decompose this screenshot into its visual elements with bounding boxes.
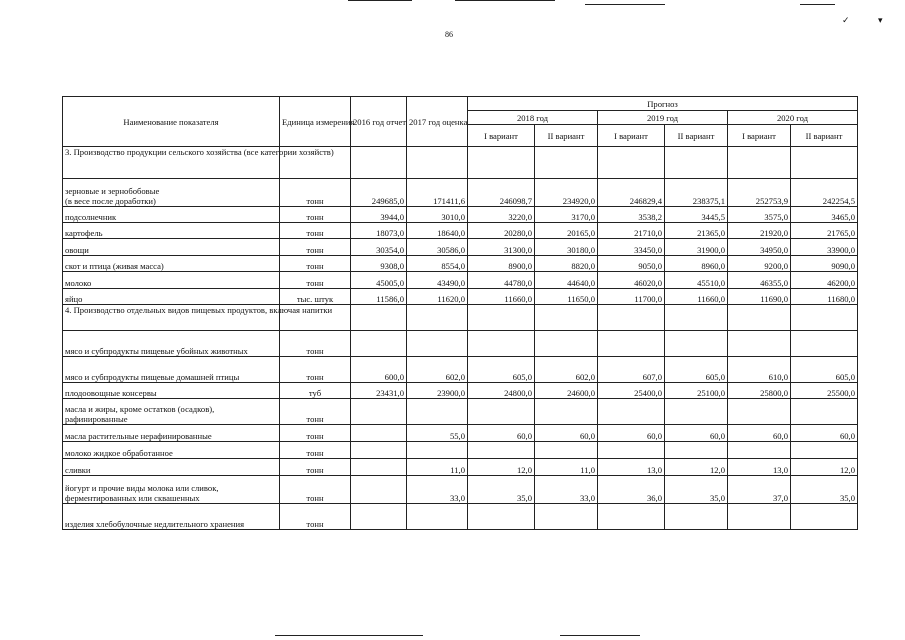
row-value-cell: 3538,2 [598,207,665,223]
header-indicator-name: Наименование показателя [63,97,280,147]
empty-cell [598,147,665,179]
row-unit: тонн [280,425,351,442]
empty-cell [598,305,665,331]
row-indicator-name: овощи [63,239,280,256]
row-value-cell: 35,0 [791,476,858,504]
empty-cell [535,305,598,331]
row-value-cell: 20280,0 [468,223,535,239]
empty-cell [468,305,535,331]
table-row [63,442,858,459]
row-value-cell: 46355,0 [728,272,791,289]
row-unit: тонн [280,239,351,256]
row-indicator-name: зерновые и зернобобовые (в весе после доработки) [63,179,280,207]
row-value-cell: 25100,0 [665,383,728,399]
row-value-cell: 8900,0 [468,256,535,272]
table-row [63,459,858,476]
row-value-cell: 18640,0 [407,223,468,239]
row-unit: тонн [280,179,351,207]
row-value-cell: 3445,5 [665,207,728,223]
row-value-cell: 605,0 [791,357,858,383]
header-2019-variant-1: I вариант [598,125,665,147]
row-value-cell: 11586,0 [351,289,407,305]
row-indicator-name: яйцо [63,289,280,305]
row-value-cell [407,399,468,425]
empty-cell [351,147,407,179]
row-value-cell: 602,0 [535,357,598,383]
row-indicator-name: масла растительные нерафинированные [63,425,280,442]
row-value-cell: 11700,0 [598,289,665,305]
empty-cell [665,305,728,331]
row-value-cell [407,504,468,530]
row-value-cell [351,442,407,459]
row-unit: тыс. штук [280,289,351,305]
row-value-cell [791,442,858,459]
row-value-cell: 605,0 [665,357,728,383]
row-value-cell [791,331,858,357]
empty-cell [351,305,407,331]
row-value-cell: 607,0 [598,357,665,383]
table-row [63,357,858,383]
row-value-cell: 252753,9 [728,179,791,207]
row-value-cell: 45005,0 [351,272,407,289]
table-row [63,331,858,357]
table-row [63,289,858,305]
row-value-cell: 246829,4 [598,179,665,207]
row-value-cell: 171411,6 [407,179,468,207]
row-indicator-name: мясо и субпродукты пищевые убойных животных [63,331,280,357]
empty-cell [407,147,468,179]
section-3-title: 3. Производство продукции сельского хозяйства (все категории хозяйств) [63,147,280,179]
header-unit: Единица измерения [280,97,351,147]
header-2019: 2019 год [598,111,728,125]
row-value-cell: 46020,0 [598,272,665,289]
row-unit: тонн [280,223,351,239]
row-value-cell: 3010,0 [407,207,468,223]
row-value-cell: 34950,0 [728,239,791,256]
row-value-cell: 43490,0 [407,272,468,289]
row-value-cell: 9090,0 [791,256,858,272]
table-row [63,504,858,530]
row-unit: тонн [280,399,351,425]
row-value-cell: 12,0 [791,459,858,476]
row-value-cell [351,459,407,476]
row-value-cell: 11690,0 [728,289,791,305]
row-value-cell [728,442,791,459]
row-value-cell [665,399,728,425]
row-unit: туб [280,383,351,399]
row-value-cell: 3575,0 [728,207,791,223]
empty-cell [728,147,791,179]
row-value-cell: 24600,0 [535,383,598,399]
row-unit: тонн [280,442,351,459]
row-value-cell: 8960,0 [665,256,728,272]
empty-cell [468,147,535,179]
row-value-cell [791,504,858,530]
row-value-cell: 60,0 [468,425,535,442]
row-value-cell: 24800,0 [468,383,535,399]
table-row [63,272,858,289]
row-value-cell: 11660,0 [468,289,535,305]
row-value-cell [535,399,598,425]
header-2016: 2016 год отчет [351,97,407,147]
row-value-cell [468,399,535,425]
row-value-cell: 249685,0 [351,179,407,207]
row-unit: тонн [280,331,351,357]
row-indicator-name: скот и птица (живая масса) [63,256,280,272]
table-row [63,256,858,272]
row-value-cell [351,425,407,442]
row-value-cell: 8820,0 [535,256,598,272]
row-value-cell: 9200,0 [728,256,791,272]
row-value-cell: 9050,0 [598,256,665,272]
empty-cell [791,305,858,331]
row-value-cell: 8554,0 [407,256,468,272]
row-value-cell [468,331,535,357]
row-value-cell: 11,0 [535,459,598,476]
row-value-cell [407,331,468,357]
scan-speck-2: ▾ [878,15,883,25]
row-value-cell [535,442,598,459]
row-value-cell: 60,0 [791,425,858,442]
row-value-cell: 12,0 [468,459,535,476]
row-value-cell [665,442,728,459]
row-value-cell: 11650,0 [535,289,598,305]
row-value-cell: 21365,0 [665,223,728,239]
row-value-cell [598,504,665,530]
row-value-cell: 31900,0 [665,239,728,256]
header-2020-variant-2: II вариант [791,125,858,147]
row-value-cell [665,504,728,530]
row-value-cell: 25400,0 [598,383,665,399]
forecast-table [62,96,858,530]
row-value-cell: 44640,0 [535,272,598,289]
header-2020-variant-1: I вариант [728,125,791,147]
header-2017: 2017 год оценка [407,97,468,147]
row-value-cell: 602,0 [407,357,468,383]
row-value-cell: 11680,0 [791,289,858,305]
row-value-cell: 3170,0 [535,207,598,223]
row-value-cell: 35,0 [468,476,535,504]
scan-artifact-top-4 [800,4,835,5]
row-value-cell [728,504,791,530]
row-value-cell: 37,0 [728,476,791,504]
empty-cell [665,147,728,179]
row-value-cell: 9308,0 [351,256,407,272]
row-value-cell: 238375,1 [665,179,728,207]
row-value-cell: 18073,0 [351,223,407,239]
section-4-title: 4. Производство отдельных видов пищевых продуктов, включая напитки [63,305,280,331]
row-value-cell: 30180,0 [535,239,598,256]
row-value-cell [791,399,858,425]
row-unit: тонн [280,476,351,504]
row-value-cell [598,442,665,459]
row-value-cell [351,476,407,504]
row-indicator-name: масла и жиры, кроме остатков (осадков), рафинированные [63,399,280,425]
row-value-cell: 11,0 [407,459,468,476]
row-value-cell: 60,0 [728,425,791,442]
row-value-cell: 605,0 [468,357,535,383]
row-value-cell [665,331,728,357]
header-2018-variant-1: I вариант [468,125,535,147]
row-value-cell: 60,0 [535,425,598,442]
row-value-cell: 36,0 [598,476,665,504]
row-indicator-name: сливки [63,459,280,476]
scan-artifact-top-3 [585,4,665,5]
header-2018-variant-2: II вариант [535,125,598,147]
row-indicator-name: йогурт и прочие виды молока или сливок, ферментированных или сквашенных [63,476,280,504]
table-row [63,476,858,504]
scan-artifact-top-1 [348,0,412,1]
empty-cell [407,305,468,331]
table-row [63,425,858,442]
row-value-cell: 20165,0 [535,223,598,239]
table-row [63,179,858,207]
row-value-cell: 55,0 [407,425,468,442]
row-unit: тонн [280,504,351,530]
row-value-cell [351,399,407,425]
header-2020: 2020 год [728,111,858,125]
header-2019-variant-2: II вариант [665,125,728,147]
row-value-cell: 11660,0 [665,289,728,305]
row-value-cell: 600,0 [351,357,407,383]
row-value-cell: 35,0 [665,476,728,504]
row-value-cell: 30354,0 [351,239,407,256]
row-value-cell: 23431,0 [351,383,407,399]
row-indicator-name: молоко [63,272,280,289]
table-row [63,399,858,425]
row-value-cell: 3944,0 [351,207,407,223]
row-value-cell: 23900,0 [407,383,468,399]
row-value-cell [535,504,598,530]
row-value-cell [598,331,665,357]
row-value-cell: 25800,0 [728,383,791,399]
row-value-cell: 13,0 [728,459,791,476]
row-value-cell [468,442,535,459]
row-value-cell: 3465,0 [791,207,858,223]
row-value-cell [351,331,407,357]
row-value-cell: 31300,0 [468,239,535,256]
row-value-cell [728,399,791,425]
row-value-cell: 21710,0 [598,223,665,239]
row-value-cell [351,504,407,530]
row-value-cell: 46200,0 [791,272,858,289]
scan-speck-1: ✓ [842,15,850,25]
row-value-cell: 13,0 [598,459,665,476]
row-value-cell [468,504,535,530]
row-value-cell [535,331,598,357]
row-unit: тонн [280,207,351,223]
empty-cell [535,147,598,179]
row-value-cell: 30586,0 [407,239,468,256]
row-value-cell: 33,0 [535,476,598,504]
section-header-row [63,147,858,179]
row-value-cell: 25500,0 [791,383,858,399]
table-row [63,223,858,239]
table-row [63,207,858,223]
row-unit: тонн [280,459,351,476]
row-value-cell: 60,0 [598,425,665,442]
row-value-cell: 246098,7 [468,179,535,207]
row-indicator-name: плодоовощные консервы [63,383,280,399]
scan-artifact-bottom [275,635,423,636]
table-row [63,239,858,256]
row-indicator-name: мясо и субпродукты пищевые домашней птицы [63,357,280,383]
empty-cell [728,305,791,331]
header-2018: 2018 год [468,111,598,125]
row-value-cell [407,442,468,459]
row-indicator-name: изделия хлебобулочные недлительного хранения [63,504,280,530]
row-indicator-name: подсолнечник [63,207,280,223]
row-value-cell: 242254,5 [791,179,858,207]
row-value-cell: 45510,0 [665,272,728,289]
row-value-cell: 33450,0 [598,239,665,256]
row-value-cell [598,399,665,425]
row-value-cell: 33900,0 [791,239,858,256]
scan-artifact-top-2 [455,0,555,1]
empty-cell [791,147,858,179]
row-unit: тонн [280,256,351,272]
scan-artifact-bottom-2 [560,635,640,636]
row-indicator-name: картофель [63,223,280,239]
header-forecast: Прогноз [468,97,858,111]
row-value-cell: 610,0 [728,357,791,383]
row-unit: тонн [280,357,351,383]
row-unit: тонн [280,272,351,289]
row-value-cell: 21765,0 [791,223,858,239]
row-value-cell: 234920,0 [535,179,598,207]
row-value-cell: 3220,0 [468,207,535,223]
section-header-row [63,305,858,331]
row-value-cell: 33,0 [407,476,468,504]
row-value-cell: 12,0 [665,459,728,476]
page-number: 86 [445,30,453,39]
row-value-cell: 44780,0 [468,272,535,289]
row-value-cell: 60,0 [665,425,728,442]
table-row [63,383,858,399]
row-value-cell [728,331,791,357]
row-value-cell: 11620,0 [407,289,468,305]
row-value-cell: 21920,0 [728,223,791,239]
row-indicator-name: молоко жидкое обработанное [63,442,280,459]
